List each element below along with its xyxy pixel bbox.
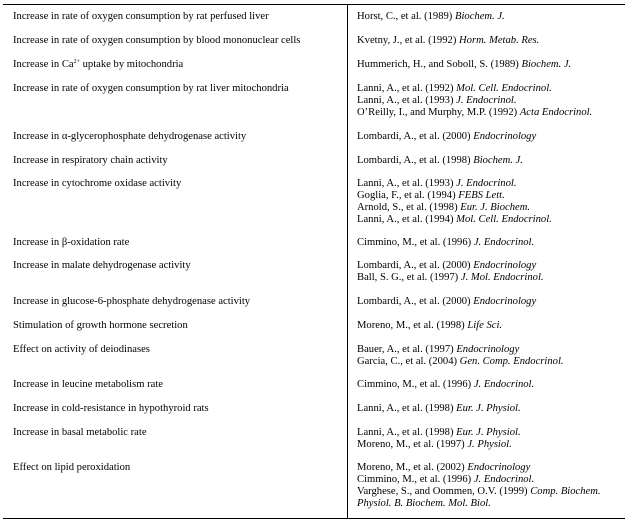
ref-journal: Biochem. J. xyxy=(454,11,505,22)
ref-journal: Horm. Metab. Res. xyxy=(459,35,540,46)
references-cell xyxy=(357,59,625,71)
reference xyxy=(357,95,625,107)
ref-author: Kvetny, J., et al. (1992) xyxy=(357,35,459,46)
effect-cell: Effect on lipid peroxidation xyxy=(13,462,131,473)
references-cell xyxy=(357,178,625,226)
references-cell xyxy=(357,296,625,308)
reference xyxy=(357,403,625,415)
ref-author: Ball, S. G., et al. (1997) xyxy=(357,272,461,283)
reference xyxy=(357,427,625,439)
effect-cell: Increase in leucine metabolism rate xyxy=(13,379,164,390)
ref-author: Varghese, S., and Oommen, O.V. (1999) xyxy=(357,486,531,497)
ref-author: O’Reilly, I., and Murphy, M.P. (1992) xyxy=(357,107,520,118)
references-cell xyxy=(357,379,625,391)
reference xyxy=(357,83,625,95)
column-divider xyxy=(347,4,348,519)
ref-author: Cimmino, M., et al. (1996) xyxy=(357,237,474,248)
reference xyxy=(357,272,625,284)
ref-author: Goglia, F., et al. (1994) xyxy=(357,190,459,201)
reference xyxy=(357,107,625,119)
references-cell xyxy=(357,83,625,119)
reference xyxy=(357,178,625,190)
reference xyxy=(357,11,625,23)
ref-author: Cimmino, M., et al. (1996) xyxy=(357,379,474,390)
effect-cell: Increase in rate of oxygen consumption by rat liver mitochondria xyxy=(13,83,289,94)
reference xyxy=(357,474,625,486)
effect-cell: Increase in rate of oxygen consumption by blood mononuclear cells xyxy=(13,35,301,46)
reference xyxy=(357,260,625,272)
ref-journal: Biochem. J. xyxy=(473,155,523,166)
references-cell xyxy=(357,462,625,510)
ref-journal: Endocrinology xyxy=(456,344,520,355)
effect-cell: Increase in β-oxidation rate xyxy=(13,237,130,248)
ref-author: Hummerich, H., and Soboll, S. (1989) xyxy=(357,59,522,70)
effect-text: uptake by mitochondria xyxy=(79,59,184,70)
references-cell xyxy=(357,427,625,451)
reference xyxy=(357,498,625,510)
effect-cell xyxy=(13,59,343,71)
references-cell xyxy=(357,260,625,284)
ref-author: Lombardi, A., et al. (2000) xyxy=(357,296,474,307)
reference xyxy=(357,59,625,71)
reference xyxy=(357,155,625,167)
ref-journal: Eur. J. Biochem. xyxy=(460,202,531,213)
effect-cell: Increase in basal metabolic rate xyxy=(13,427,147,438)
reference xyxy=(357,214,625,226)
reference xyxy=(357,190,625,202)
references-cell xyxy=(357,131,625,143)
ref-journal: Endocrinology xyxy=(473,296,537,307)
effect-cell: Increase in α-glycerophosphate dehydrogenase activity xyxy=(13,131,247,142)
ref-author: Moreno, M., et al. (2002) xyxy=(357,462,468,473)
ref-journal: Endocrinology xyxy=(467,462,531,473)
ref-journal: Eur. J. Physiol. xyxy=(456,403,521,414)
ref-journal: Gen. Comp. Endocrinol. xyxy=(459,356,564,367)
ref-author: Lanni, A., et al. (1993) xyxy=(357,95,457,106)
ref-journal: J. Endocrinol. xyxy=(473,379,535,390)
ref-author: Arnold, S., et al. (1998) xyxy=(357,202,461,213)
effect-cell: Increase in glucose-6-phosphate dehydrogenase activity xyxy=(13,296,251,307)
references-cell xyxy=(357,320,625,332)
ref-journal: J. Physiol. xyxy=(467,439,512,450)
reference xyxy=(357,462,625,474)
effect-cell: Increase in rate of oxygen consumption by rat perfused liver xyxy=(13,11,269,22)
effect-cell: Stimulation of growth hormone secretion xyxy=(13,320,188,331)
reference xyxy=(357,379,625,391)
effect-cell: Increase in cold-resistance in hypothyroid rats xyxy=(13,403,209,414)
effect-cell: Effect on activity of deiodinases xyxy=(13,344,150,355)
ref-author: Lanni, A., et al. (1998) xyxy=(357,427,457,438)
ref-journal: Mol. Cell. Endocrinol. xyxy=(456,214,552,225)
ref-author: Lanni, A., et al. (1993) xyxy=(357,178,457,189)
ref-author: Lanni, A., et al. (1992) xyxy=(357,83,457,94)
ref-author: Garcia, C., et al. (2004) xyxy=(357,356,460,367)
ref-journal: Mol. Cell. Endocrinol. xyxy=(456,83,552,94)
ref-author: Bauer, A., et al. (1997) xyxy=(357,344,457,355)
references-cell xyxy=(357,237,625,249)
ref-journal: Endocrinology xyxy=(473,131,537,142)
references-cell xyxy=(357,403,625,415)
reference xyxy=(357,320,625,332)
reference xyxy=(357,486,625,498)
reference xyxy=(357,35,625,47)
effect-text: Increase in Ca xyxy=(13,59,74,70)
effect-cell: Increase in respiratory chain activity xyxy=(13,155,168,166)
top-rule xyxy=(3,4,625,5)
ref-journal: Comp. Biochem. xyxy=(530,486,601,497)
references-cell xyxy=(357,155,625,167)
ref-author: Lombardi, A., et al. (1998) xyxy=(357,155,474,166)
ref-journal: FEBS Lett. xyxy=(458,190,505,201)
ref-journal: Life Sci. xyxy=(467,320,503,331)
references-cell xyxy=(357,344,625,368)
bottom-rule xyxy=(3,518,625,519)
ref-author: Cimmino, M., et al. (1996) xyxy=(357,474,474,485)
ref-journal: Physiol. B. Biochem. Mol. Biol. xyxy=(357,498,491,509)
effect-cell: Increase in cytochrome oxidase activity xyxy=(13,178,182,189)
ref-journal: Acta Endocrinol. xyxy=(519,107,593,118)
ref-journal: J. Endocrinol. xyxy=(456,178,517,189)
ref-author: Moreno, M., et al. (1998) xyxy=(357,320,468,331)
reference xyxy=(357,237,625,249)
ref-journal: J. Endocrinol. xyxy=(473,474,535,485)
ref-author: Horst, C., et al. (1989) xyxy=(357,11,455,22)
superscript-charge: 2+ xyxy=(73,59,80,65)
ref-journal: Biochem. J. xyxy=(521,59,572,70)
ref-journal: Endocrinology xyxy=(473,260,537,271)
ref-author: Lombardi, A., et al. (2000) xyxy=(357,131,474,142)
reference xyxy=(357,356,625,368)
effect-cell: Increase in malate dehydrogenase activity xyxy=(13,260,191,271)
ref-author: Moreno, M., et al. (1997) xyxy=(357,439,468,450)
reference xyxy=(357,439,625,451)
reference xyxy=(357,131,625,143)
references-cell xyxy=(357,11,625,23)
ref-author: Lombardi, A., et al. (2000) xyxy=(357,260,474,271)
references-cell xyxy=(357,35,625,47)
ref-author: Lanni, A., et al. (1994) xyxy=(357,214,457,225)
ref-journal: J. Endocrinol. xyxy=(456,95,517,106)
ref-journal: J. Mol. Endocrinol. xyxy=(460,272,544,283)
ref-author: Lanni, A., et al. (1998) xyxy=(357,403,457,414)
ref-journal: J. Endocrinol. xyxy=(473,237,535,248)
reference xyxy=(357,344,625,356)
ref-journal: Eur. J. Physiol. xyxy=(456,427,521,438)
reference xyxy=(357,202,625,214)
reference xyxy=(357,296,625,308)
